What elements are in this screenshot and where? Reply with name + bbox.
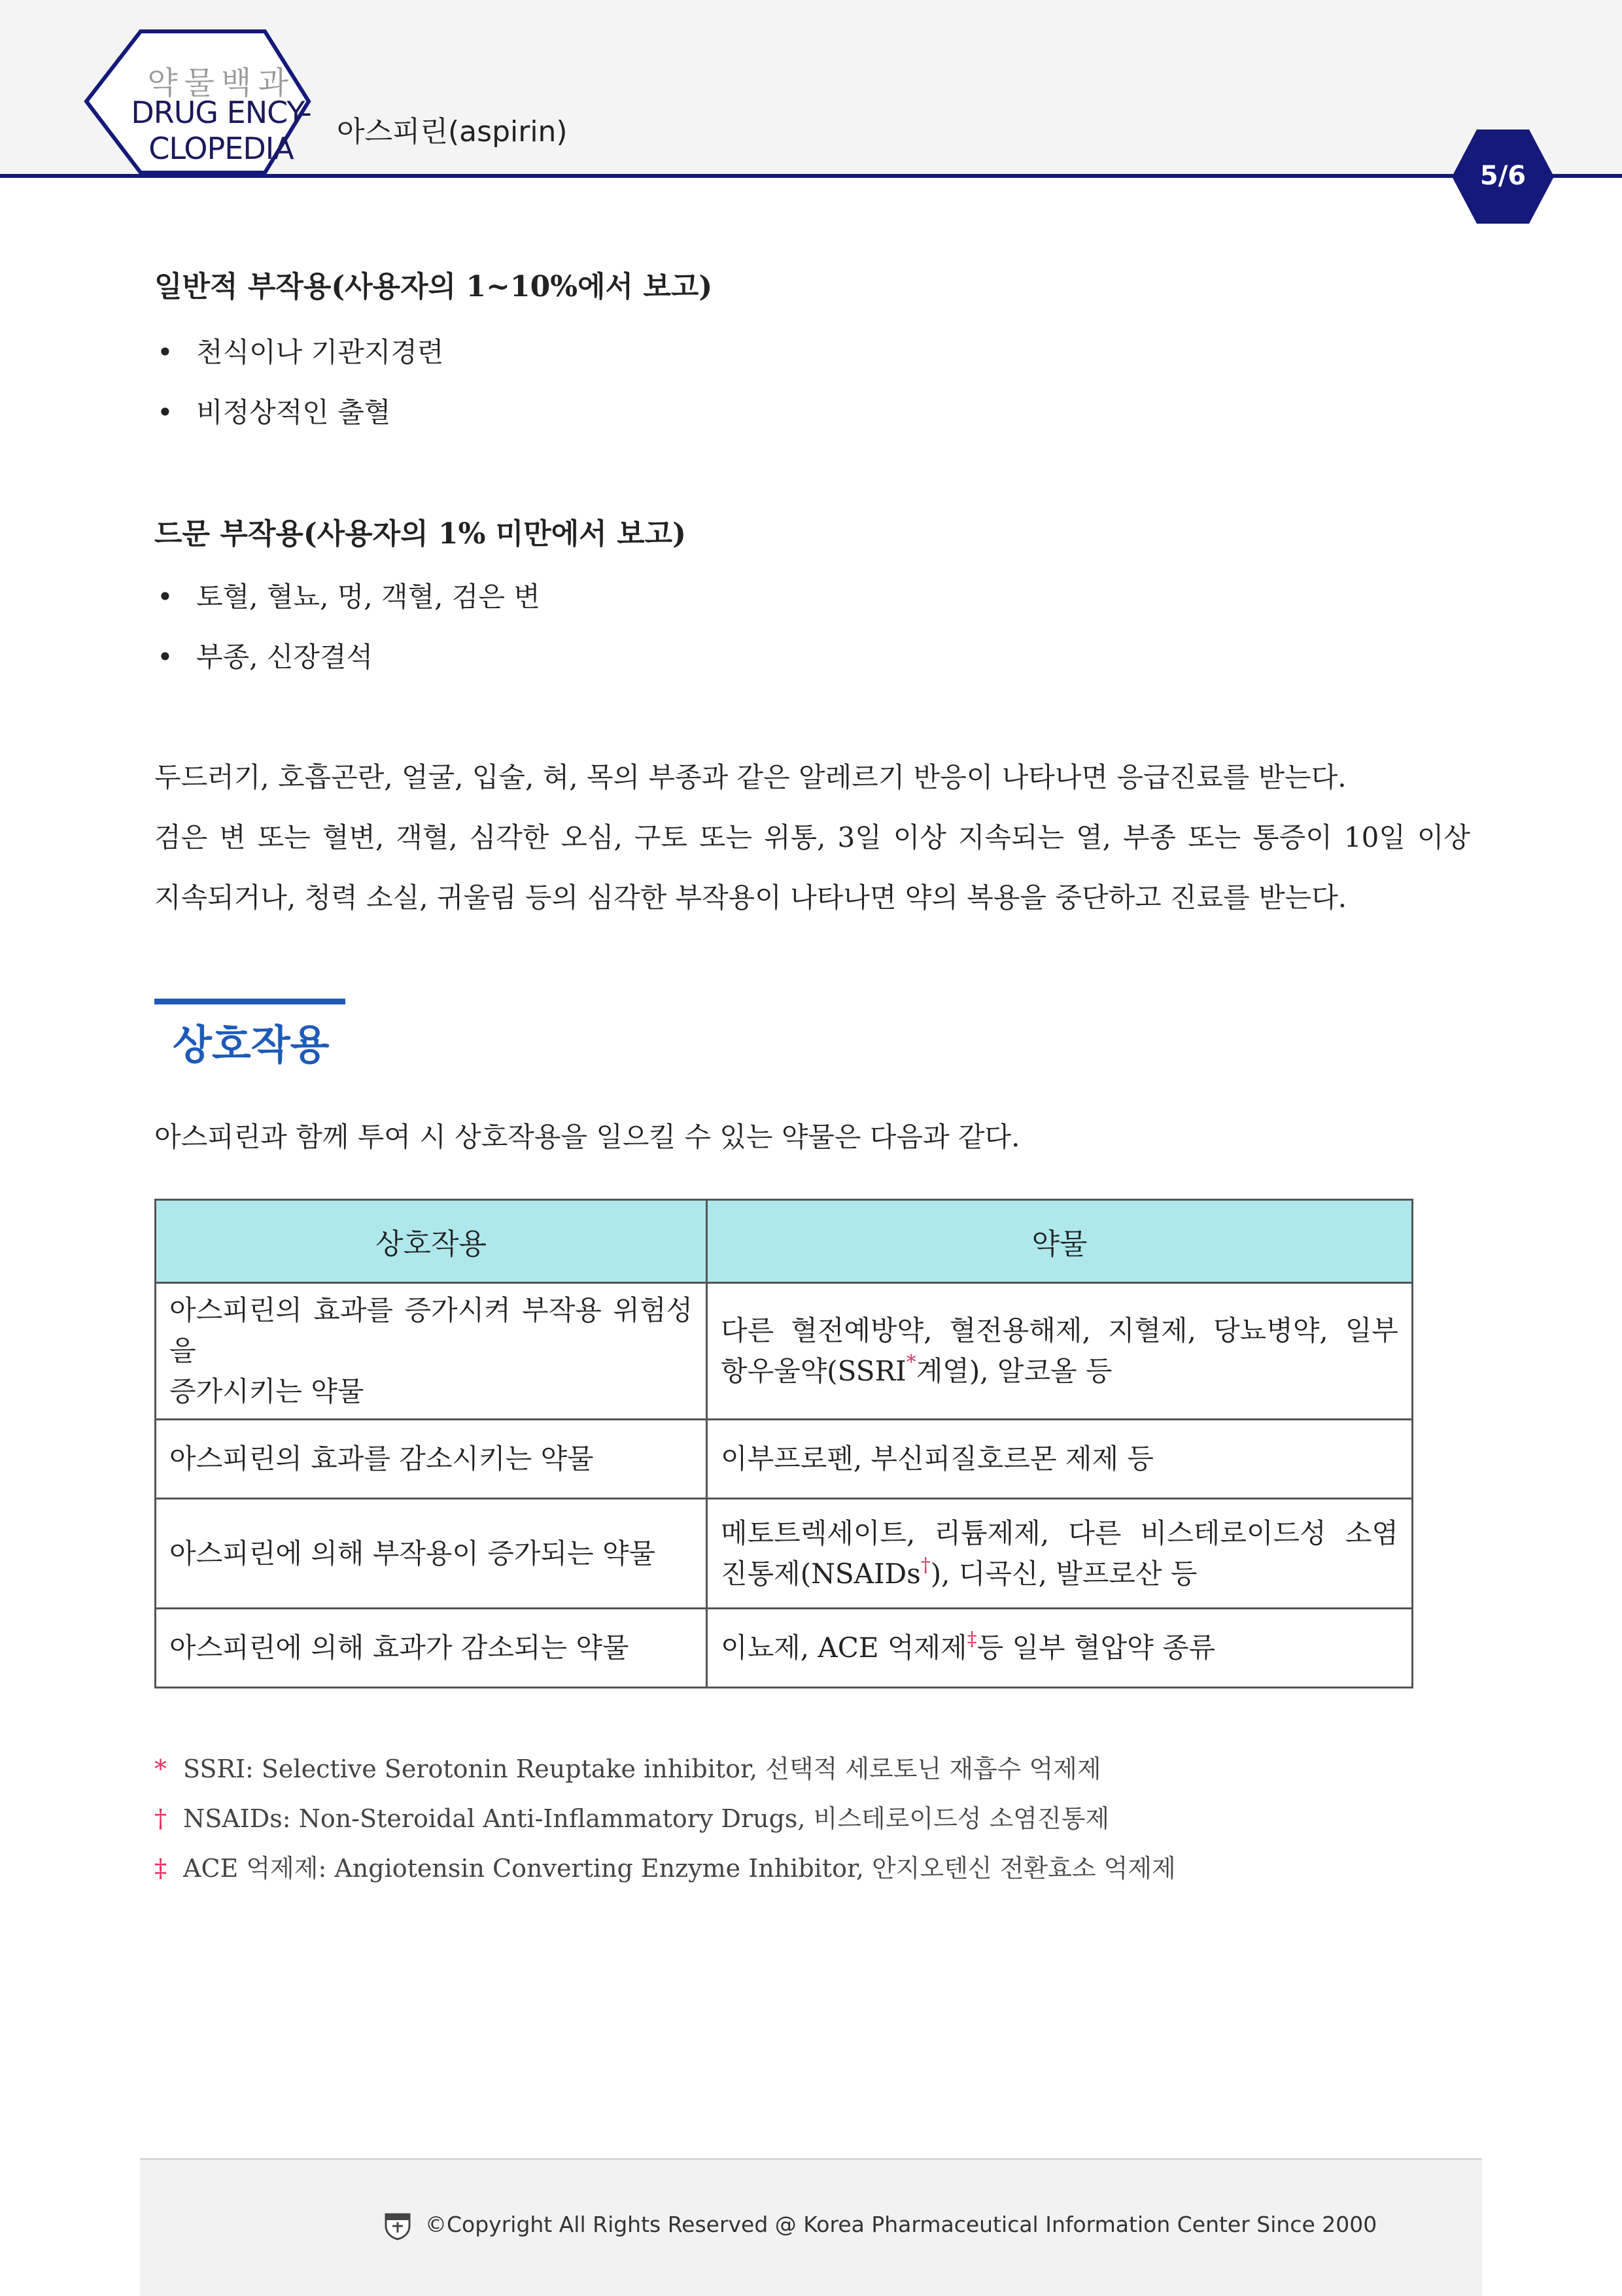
list-item: • 토혈, 혈뇨, 멍, 객혈, 검은 변 [157, 581, 540, 613]
table-header-row [156, 1200, 1413, 1283]
column-header-drug: 약물 [707, 1200, 1413, 1283]
common-effects-heading: 일반적 부작용(사용자의 1~10%에서 보고) [154, 270, 713, 303]
interaction-cell: 아스피린에 의해 효과가 감소되는 약물 [156, 1609, 707, 1688]
footnote-mark: ‡ [967, 1628, 977, 1651]
footnote-symbol: * [154, 1755, 167, 1783]
shield-emblem-icon [383, 2212, 412, 2240]
table-row [156, 1609, 1413, 1688]
logo-english-line2: CLOPEDIA [148, 131, 294, 166]
section-title: 상호작용 [173, 1021, 330, 1069]
warning-paragraph-line3: 지속되거나, 청력 소실, 귀울림 등의 심각한 부작용이 나타나면 약의 복용을 중단하고 진료를 받는다. [154, 882, 1347, 914]
document-title: 아스피린(aspirin) [337, 115, 568, 148]
footnote-mark: † [920, 1553, 931, 1577]
bullet-icon: • [157, 641, 173, 673]
drug-cell: 다른 혈전예방약, 혈전용해제, 지혈제, 당뇨병약, 일부 항우울약(SSRI*계열), 알코올 등 [707, 1283, 1413, 1420]
drug-cell: 이뇨제, ACE 억제제‡등 일부 혈압약 종류 [707, 1609, 1413, 1688]
footnote: ‡ ACE 억제제: Angiotensin Converting Enzyme Inhibitor, 안지오텐신 전환효소 억제제 [154, 1854, 1176, 1883]
list-item: • 비정상적인 출혈 [157, 396, 391, 428]
bullet-icon: • [157, 336, 173, 368]
bullet-icon: • [157, 396, 173, 428]
section-accent-bar [154, 999, 345, 1004]
rare-effects-heading: 드문 부작용(사용자의 1% 미만에서 보고) [154, 517, 686, 551]
interactions-intro: 아스피린과 함께 투여 시 상호작용을 일으킬 수 있는 약물은 다음과 같다. [154, 1121, 1020, 1153]
interaction-cell: 아스피린의 효과를 증가시켜 부작용 위험성을 증가시키는 약물 [156, 1283, 707, 1420]
interactions-table [154, 1199, 1413, 1688]
footnote-symbol: ‡ [154, 1854, 167, 1883]
logo-korean: 약물백과 [147, 65, 295, 101]
copyright-text: ©Copyright All Rights Reserved @ Korea Pharmaceutical Information Center Since 2000 [425, 2212, 1377, 2237]
drug-cell: 이부프로펜, 부신피질호르몬 제제 등 [707, 1420, 1413, 1499]
drug-cell: 메토트렉세이트, 리튬제제, 다른 비스테로이드성 소염 진통제(NSAIDs†), 디곡신, 발프로산 등 [707, 1499, 1413, 1609]
footnote: * SSRI: Selective Serotonin Reuptake inhibitor, 선택적 세로토닌 재흡수 억제제 [154, 1755, 1101, 1783]
table-row [156, 1499, 1413, 1609]
interaction-cell: 아스피린에 의해 부작용이 증가되는 약물 [156, 1499, 707, 1609]
footnote-mark: * [906, 1351, 916, 1374]
logo-english-line1: DRUG ENCY- [131, 95, 311, 130]
page-number: 5/6 [1479, 161, 1527, 191]
warning-paragraph-line2: 검은 변 또는 혈변, 객혈, 심각한 오심, 구토 또는 위통, 3일 이상 지속되는 열, 부종 또는 통증이 10일 이상 [154, 821, 1470, 853]
table-row [156, 1420, 1413, 1499]
table-row [156, 1283, 1413, 1420]
bullet-icon: • [157, 581, 173, 613]
list-item: • 부종, 신장결석 [157, 641, 373, 673]
column-header-interaction: 상호작용 [156, 1200, 707, 1283]
footnote: † NSAIDs: Non-Steroidal Anti-Inflammatory Drugs, 비스테로이드성 소염진통제 [154, 1804, 1110, 1833]
list-item: • 천식이나 기관지경련 [157, 336, 444, 368]
footnote-symbol: † [154, 1804, 167, 1833]
interaction-cell: 아스피린의 효과를 감소시키는 약물 [156, 1420, 707, 1499]
warning-paragraph-line1: 두드러기, 호흡곤란, 얼굴, 입술, 혀, 목의 부종과 같은 알레르기 반응이 나타나면 응급진료를 받는다. [154, 761, 1347, 793]
